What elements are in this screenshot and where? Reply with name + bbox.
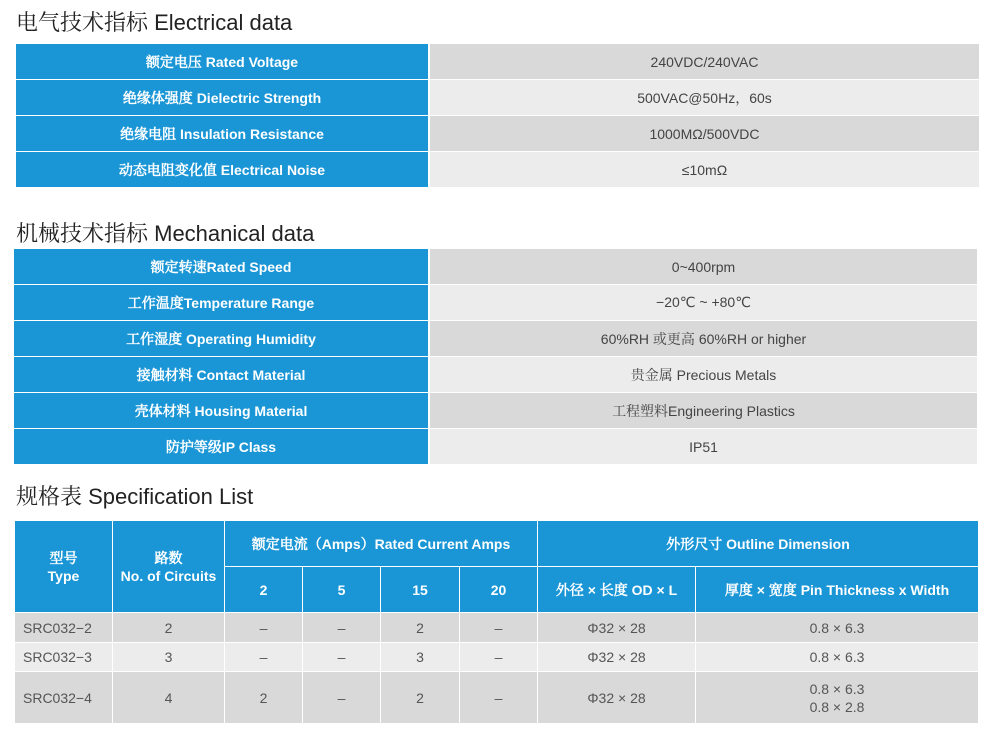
pin-dimension-line: 0.8 × 2.8 [809,698,865,715]
amps-5-cell: – [303,672,381,724]
amps-5-cell: – [303,643,381,672]
spec-value: 240VDC/240VAC [430,44,979,80]
pin-dimension-line: 0.8 × 6.3 [809,680,865,697]
pin-dimension-cell [696,613,979,643]
mechanical-row [14,285,977,321]
spec-section-title: 规格表 Specification List [16,484,254,509]
pin-dimension-cell [696,672,979,724]
pin-dimension-cell [696,643,979,672]
spec-label: 额定转速Rated Speed [14,249,430,285]
pin-dimension-header: 厚度 × 宽度 Pin Thickness x Width [696,567,979,613]
electrical-row [16,44,979,80]
type-cell: SRC032−4 [15,672,113,724]
amps-20-cell: – [460,672,538,724]
electrical-row [16,116,979,152]
spec-value: IP51 [430,429,977,465]
spec-label: 接触材料 Contact Material [14,357,430,393]
od-length-cell: Φ32 × 28 [538,672,696,724]
circuits-cell: 4 [113,672,225,724]
mechanical-row [14,429,977,465]
od-length-cell: Φ32 × 28 [538,613,696,643]
spec-label: 壳体材料 Housing Material [14,393,430,429]
spec-value: 0~400rpm [430,249,977,285]
circuits-header [113,521,225,613]
amps-5-cell: – [303,613,381,643]
spec-value: −20℃ ~ +80℃ [430,285,977,321]
amps-header-5: 5 [303,567,381,613]
amps-header-15: 15 [381,567,460,613]
circuits-cell: 3 [113,643,225,672]
spec-value: 500VAC@50Hz，60s [430,80,979,116]
mechanical-row [14,357,977,393]
spec-label: 绝缘体强度 Dielectric Strength [16,80,430,116]
mechanical-section-title: 机械技术指标 Mechanical data [16,221,315,246]
spec-label: 额定电压 Rated Voltage [16,44,430,80]
circuits-cell: 2 [113,613,225,643]
amps-20-cell: – [460,613,538,643]
amps-15-cell: 2 [381,613,460,643]
type-cell: SRC032−2 [15,613,113,643]
table-row [15,672,979,724]
rated-current-header: 额定电流（Amps）Rated Current Amps [225,521,538,567]
od-length-cell: Φ32 × 28 [538,643,696,672]
spec-value: ≤10mΩ [430,152,979,188]
mechanical-table [14,249,977,465]
electrical-row [16,152,979,188]
amps-header-2: 2 [225,567,303,613]
amps-20-cell: – [460,643,538,672]
type-cell: SRC032−3 [15,643,113,672]
spec-value: 60%RH 或更高 60%RH or higher [430,321,977,357]
circuits-header-cn: 路数 [154,549,183,566]
amps-15-cell: 2 [381,672,460,724]
amps-2-cell: – [225,643,303,672]
circuits-header-en: No. of Circuits [120,567,217,584]
spec-label: 工作湿度 Operating Humidity [14,321,430,357]
spec-label: 绝缘电阻 Insulation Resistance [16,116,430,152]
spec-label: 工作温度Temperature Range [14,285,430,321]
od-length-header: 外径 × 长度 OD × L [538,567,696,613]
table-row [15,613,979,643]
spec-value: 贵金属 Precious Metals [430,357,977,393]
electrical-row [16,80,979,116]
spec-value: 工程塑料Engineering Plastics [430,393,977,429]
type-header-cn: 型号 [49,549,78,566]
amps-2-cell: 2 [225,672,303,724]
amps-2-cell: – [225,613,303,643]
mechanical-row [14,393,977,429]
spec-label: 动态电阻变化值 Electrical Noise [16,152,430,188]
table-row [15,643,979,672]
amps-15-cell: 3 [381,643,460,672]
spec-label: 防护等级IP Class [14,429,430,465]
pin-dimension-line: 0.8 × 6.3 [809,649,865,665]
pin-dimension-line: 0.8 × 6.3 [809,619,865,636]
spec-table [14,520,979,724]
outline-dimension-header: 外形尺寸 Outline Dimension [538,521,979,567]
electrical-table [16,44,979,188]
type-header [15,521,113,613]
mechanical-row [14,249,977,285]
electrical-section-title: 电气技术指标 Electrical data [16,10,293,35]
spec-value: 1000MΩ/500VDC [430,116,979,152]
amps-header-20: 20 [460,567,538,613]
type-header-en: Type [47,567,80,584]
mechanical-row [14,321,977,357]
